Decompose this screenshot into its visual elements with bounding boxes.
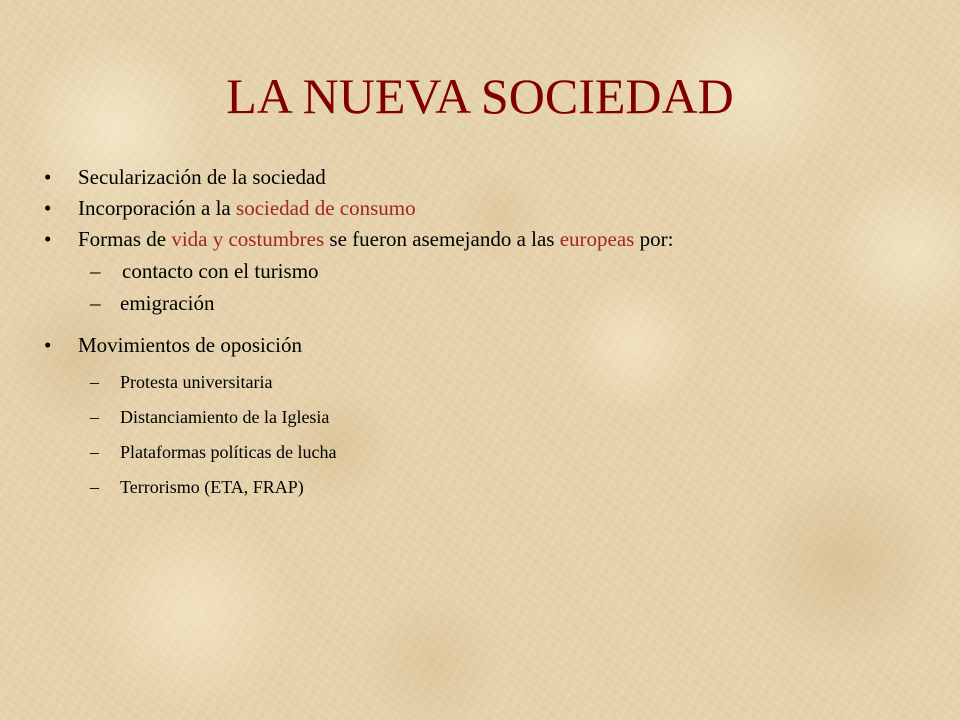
slide-title: LA NUEVA SOCIEDAD xyxy=(226,68,734,124)
dash-icon: – xyxy=(90,442,99,462)
bullet-item-consumo xyxy=(44,193,924,224)
sub-item-text: emigración xyxy=(120,291,215,315)
slide-content xyxy=(44,162,924,505)
bullet-icon: • xyxy=(44,165,52,189)
sub-item-text: contacto con el turismo xyxy=(122,259,319,283)
dash-icon: – xyxy=(90,407,99,427)
sub-item-text: Distanciamiento de la Iglesia xyxy=(120,407,330,427)
bullet-text xyxy=(78,196,416,220)
highlighted-text: vida y costumbres xyxy=(171,227,325,251)
highlighted-text: europeas xyxy=(559,227,635,251)
bullet-item-oposicion xyxy=(44,325,924,365)
text-segment: se fueron asemejando a las xyxy=(324,227,560,251)
sub-item-iglesia xyxy=(44,400,924,435)
bullet-icon: • xyxy=(44,333,52,357)
text-segment: por: xyxy=(634,227,674,251)
bullet-text: Movimientos de oposición xyxy=(78,333,302,357)
sub-item-text: Terrorismo (ETA, FRAP) xyxy=(120,477,304,497)
highlighted-text: sociedad de consumo xyxy=(236,196,416,220)
sub-item-emigracion xyxy=(44,287,924,319)
sub-item-text: Plataformas políticas de lucha xyxy=(120,442,337,462)
dash-icon: – xyxy=(90,477,99,497)
dash-icon: – xyxy=(90,372,99,392)
bullet-icon: • xyxy=(44,196,52,220)
dash-icon: – xyxy=(90,259,101,283)
sub-item-protesta xyxy=(44,365,924,400)
bullet-icon: • xyxy=(44,227,52,251)
text-segment: Formas de xyxy=(78,227,172,251)
bullet-item-formas-de-vida xyxy=(44,224,924,255)
sub-item-terrorismo xyxy=(44,470,924,505)
bullet-item-secularizacion xyxy=(44,162,924,193)
sub-item-text: Protesta universitaria xyxy=(120,372,273,392)
dash-icon: – xyxy=(90,291,101,315)
text-segment: Incorporación a la xyxy=(78,196,237,220)
sub-item-plataformas xyxy=(44,435,924,470)
bullet-text xyxy=(78,227,673,251)
bullet-text: Secularización de la sociedad xyxy=(78,165,326,189)
sub-item-turismo xyxy=(44,255,924,287)
